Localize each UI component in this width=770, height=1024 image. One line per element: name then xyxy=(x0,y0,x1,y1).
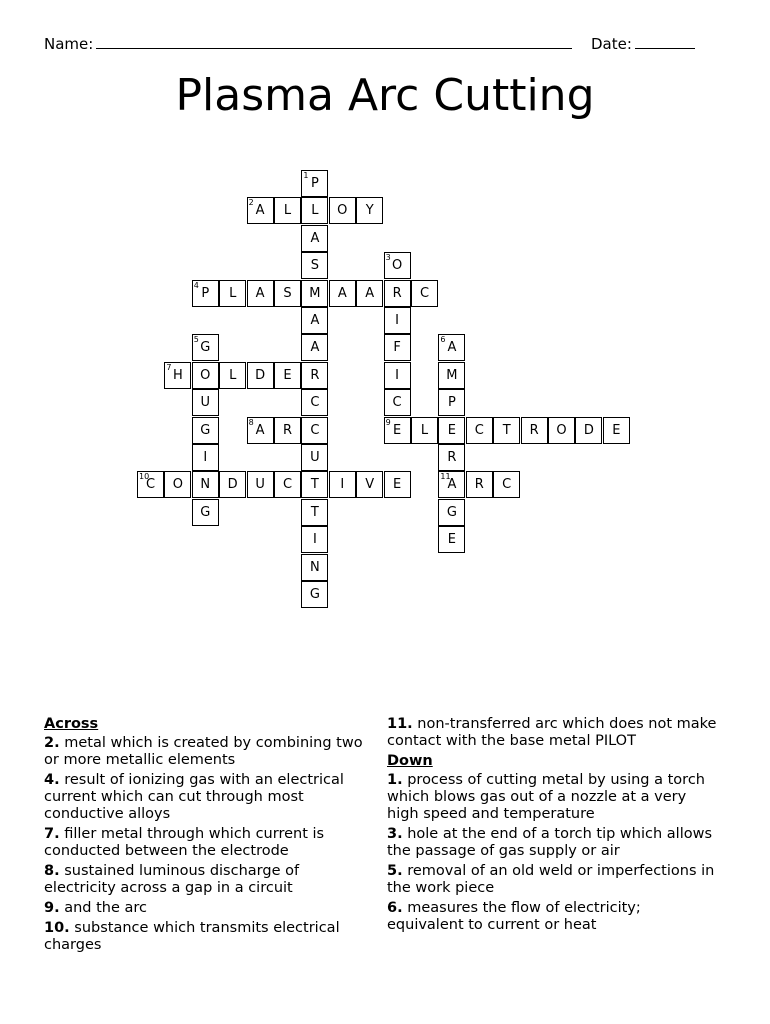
grid-cell[interactable] xyxy=(329,197,356,224)
cell-letter: A xyxy=(337,285,347,301)
grid-cell[interactable] xyxy=(438,499,465,526)
clue-text: metal which is created by combining two or more metallic elements xyxy=(44,735,363,768)
grid-cell[interactable] xyxy=(301,499,328,526)
clue-number: 7. xyxy=(44,826,60,842)
grid-cell[interactable] xyxy=(192,280,219,307)
grid-cell[interactable] xyxy=(301,444,328,471)
grid-cell[interactable] xyxy=(438,362,465,389)
grid-cell[interactable] xyxy=(301,389,328,416)
clue-text: and the arc xyxy=(64,900,148,916)
cell-letter: V xyxy=(365,477,375,493)
clue-number: 2. xyxy=(44,735,60,751)
clue-down-6 xyxy=(387,900,717,934)
clue-number: 8. xyxy=(44,863,60,879)
cell-letter: O xyxy=(172,477,183,493)
grid-cell[interactable] xyxy=(493,471,520,498)
cell-letter: S xyxy=(283,285,292,301)
cell-letter: O xyxy=(391,258,403,274)
clue-number: 6. xyxy=(387,900,403,916)
grid-cell[interactable] xyxy=(247,197,274,224)
clue-across-10 xyxy=(44,920,374,954)
grid-cell[interactable] xyxy=(301,526,328,553)
cell-letter: A xyxy=(255,422,265,438)
grid-cell[interactable] xyxy=(466,471,493,498)
clue-text: result of ionizing gas with an electrical current which can cut through most conductive alloys xyxy=(44,772,344,822)
cell-letter: M xyxy=(309,285,321,301)
cell-letter: D xyxy=(227,477,238,493)
cell-letter: O xyxy=(556,422,567,438)
cell-number: 9 xyxy=(385,417,391,427)
cell-letter: E xyxy=(612,422,621,438)
cell-letter: A xyxy=(310,230,320,246)
grid-cell[interactable] xyxy=(274,280,301,307)
cell-letter: R xyxy=(474,477,484,493)
grid-cell[interactable] xyxy=(384,334,411,361)
cell-letter: R xyxy=(447,450,457,465)
grid-cell[interactable] xyxy=(274,417,301,444)
grid-cell[interactable] xyxy=(384,471,411,498)
cell-letter: I xyxy=(340,477,345,493)
cell-letter: G xyxy=(446,504,457,520)
clue-down-3 xyxy=(387,826,717,860)
cell-letter: L xyxy=(283,203,292,219)
grid-cell[interactable] xyxy=(164,471,191,498)
grid-cell[interactable] xyxy=(301,362,328,389)
clue-down-1 xyxy=(387,772,717,823)
grid-cell[interactable] xyxy=(384,362,411,389)
cell-letter: C xyxy=(419,285,430,301)
cell-number: 7 xyxy=(166,362,172,372)
cell-letter: E xyxy=(447,422,456,438)
clue-number: 5. xyxy=(387,863,403,879)
cell-letter: O xyxy=(200,367,211,383)
cell-number: 2 xyxy=(248,198,254,208)
clue-text: removal of an old weld or imperfections in the work piece xyxy=(387,863,715,896)
grid-cell[interactable] xyxy=(247,362,274,389)
cell-number: 3 xyxy=(385,253,391,263)
clue-text: process of cutting metal by using a torch which blows gas out of a nozzle at a very high speed and temperature xyxy=(387,772,705,822)
cell-letter: A xyxy=(255,203,265,219)
clue-across-2 xyxy=(44,735,374,769)
grid-cell[interactable] xyxy=(301,581,328,608)
cell-letter: S xyxy=(310,258,320,274)
cell-letter: D xyxy=(255,367,266,383)
cell-letter: R xyxy=(310,367,320,383)
grid-cell[interactable] xyxy=(548,417,575,444)
clue-across-7 xyxy=(44,826,374,860)
cell-letter: A xyxy=(310,340,320,356)
cell-letter: H xyxy=(173,367,183,383)
cell-letter: A xyxy=(310,313,320,328)
cell-letter: I xyxy=(395,367,400,383)
clue-number: 9. xyxy=(44,900,60,916)
down-heading: Down xyxy=(387,753,433,769)
grid-cell[interactable] xyxy=(438,526,465,553)
grid-cell[interactable] xyxy=(219,280,246,307)
cell-letter: G xyxy=(200,504,211,520)
page-title: Plasma Arc Cutting xyxy=(175,70,595,121)
clue-across-11 xyxy=(387,716,717,750)
cell-number: 6 xyxy=(440,335,446,345)
grid-cell[interactable] xyxy=(301,225,328,252)
grid-cell[interactable] xyxy=(438,444,465,471)
grid-cell[interactable] xyxy=(301,252,328,279)
clue-across-8 xyxy=(44,863,374,897)
clue-number: 1. xyxy=(387,772,403,788)
clues-column-right xyxy=(387,716,717,937)
grid-cell[interactable] xyxy=(384,280,411,307)
cell-letter: N xyxy=(200,477,211,493)
clue-across-9 xyxy=(44,900,374,917)
cell-letter: G xyxy=(200,340,211,356)
cell-letter: C xyxy=(310,395,320,411)
grid-cell[interactable] xyxy=(329,280,356,307)
across-heading: Across xyxy=(44,716,99,732)
cell-number: 4 xyxy=(193,280,199,290)
cell-letter: U xyxy=(200,395,211,411)
clue-across-4 xyxy=(44,772,374,823)
date-label: Date: xyxy=(591,35,632,53)
clue-number: 4. xyxy=(44,772,60,788)
clue-text: sustained luminous discharge of electricity across a gap in a circuit xyxy=(44,863,300,896)
cell-letter: E xyxy=(447,532,456,548)
cell-letter: N xyxy=(310,559,320,575)
cell-number: 8 xyxy=(248,417,254,427)
grid-cell[interactable] xyxy=(384,307,411,334)
cell-letter: C xyxy=(145,477,156,493)
grid-cell[interactable] xyxy=(192,499,219,526)
clue-text: substance which transmits electrical charges xyxy=(44,920,340,953)
cell-letter: G xyxy=(309,587,320,602)
cell-letter: G xyxy=(200,422,211,438)
cell-letter: R xyxy=(282,422,293,438)
grid-cell[interactable] xyxy=(192,389,219,416)
cell-letter: L xyxy=(311,203,319,219)
clue-text: measures the flow of electricity; equivalent to current or heat xyxy=(387,900,641,933)
grid-cell[interactable] xyxy=(301,334,328,361)
name-label: Name: xyxy=(44,35,94,53)
grid-cell[interactable] xyxy=(192,417,219,444)
cell-letter: U xyxy=(310,450,320,465)
cell-letter: E xyxy=(283,367,292,383)
grid-cell[interactable] xyxy=(192,471,219,498)
cell-letter: O xyxy=(337,203,348,219)
grid-cell[interactable] xyxy=(301,554,328,581)
cell-letter: T xyxy=(310,504,319,520)
cell-letter: A xyxy=(365,285,375,301)
grid-cell[interactable] xyxy=(411,417,438,444)
grid-cell[interactable] xyxy=(438,334,465,361)
grid-cell[interactable] xyxy=(356,197,383,224)
cell-letter: E xyxy=(392,477,402,493)
grid-cell[interactable] xyxy=(301,471,328,498)
cell-letter: I xyxy=(203,450,208,465)
clue-number: 11. xyxy=(387,716,413,732)
grid-cell[interactable] xyxy=(274,471,301,498)
grid-cell[interactable] xyxy=(301,307,328,334)
cell-number: 11 xyxy=(440,472,451,482)
grid-cell[interactable] xyxy=(301,280,328,307)
cell-letter: L xyxy=(229,367,237,383)
grid-cell[interactable] xyxy=(301,417,328,444)
clue-number: 3. xyxy=(387,826,403,842)
cell-letter: C xyxy=(474,422,484,438)
cell-letter: A xyxy=(447,340,457,356)
cell-letter: C xyxy=(502,477,512,493)
cell-letter: P xyxy=(447,395,456,411)
cell-letter: U xyxy=(255,477,265,493)
grid-cell[interactable] xyxy=(137,471,164,498)
clue-number: 10. xyxy=(44,920,70,936)
grid-cell[interactable] xyxy=(247,417,274,444)
cell-number: 10 xyxy=(139,472,150,482)
cell-letter: R xyxy=(529,422,539,438)
grid-cell[interactable] xyxy=(274,362,301,389)
clues-column-left xyxy=(44,716,374,957)
cell-number: 5 xyxy=(193,335,199,345)
cell-letter: L xyxy=(229,285,237,301)
grid-cell[interactable] xyxy=(384,417,411,444)
grid-cell[interactable] xyxy=(219,362,246,389)
grid-cell[interactable] xyxy=(438,471,465,498)
grid-cell[interactable] xyxy=(384,252,411,279)
clue-text: non-transferred arc which does not make contact with the base metal PILOT xyxy=(387,716,717,749)
grid-cell[interactable] xyxy=(192,362,219,389)
grid-cell[interactable] xyxy=(274,197,301,224)
grid-cell[interactable] xyxy=(466,417,493,444)
cell-letter: D xyxy=(583,422,594,438)
cell-letter: P xyxy=(201,285,210,301)
cell-letter: M xyxy=(446,367,458,383)
grid-cell[interactable] xyxy=(192,444,219,471)
cell-letter: T xyxy=(502,422,511,438)
cell-letter: P xyxy=(310,176,319,191)
grid-cell[interactable] xyxy=(438,417,465,444)
grid-cell[interactable] xyxy=(164,362,191,389)
cell-letter: A xyxy=(447,477,457,493)
grid-cell[interactable] xyxy=(247,471,274,498)
grid-cell[interactable] xyxy=(192,334,219,361)
grid-cell[interactable] xyxy=(356,280,383,307)
grid-cell[interactable] xyxy=(384,389,411,416)
cell-number: 1 xyxy=(303,171,309,180)
cell-letter: C xyxy=(310,422,320,438)
clue-down-5 xyxy=(387,863,717,897)
cell-letter: C xyxy=(282,477,293,493)
grid-cell[interactable] xyxy=(356,471,383,498)
grid-cell[interactable] xyxy=(438,389,465,416)
clue-text: filler metal through which current is conducted between the electrode xyxy=(44,826,325,859)
cell-letter: Y xyxy=(365,203,374,219)
grid-cell[interactable] xyxy=(411,280,438,307)
cell-letter: L xyxy=(420,422,429,438)
grid-cell[interactable] xyxy=(329,471,356,498)
grid-cell[interactable] xyxy=(301,170,328,197)
cell-letter: F xyxy=(393,340,401,356)
grid-cell[interactable] xyxy=(247,280,274,307)
cell-letter: A xyxy=(255,285,265,301)
cell-letter: T xyxy=(310,477,319,493)
cell-letter: R xyxy=(392,285,402,301)
grid-cell[interactable] xyxy=(603,417,630,444)
cell-letter: C xyxy=(392,395,402,411)
cell-letter: E xyxy=(392,422,402,438)
cell-letter: I xyxy=(312,532,317,548)
grid-cell[interactable] xyxy=(301,197,328,224)
grid-cell[interactable] xyxy=(493,417,520,444)
grid-cell[interactable] xyxy=(521,417,548,444)
grid-cell[interactable] xyxy=(219,471,246,498)
grid-cell[interactable] xyxy=(575,417,602,444)
clue-text: hole at the end of a torch tip which allows the passage of gas supply or air xyxy=(387,826,713,859)
cell-letter: I xyxy=(395,313,400,328)
